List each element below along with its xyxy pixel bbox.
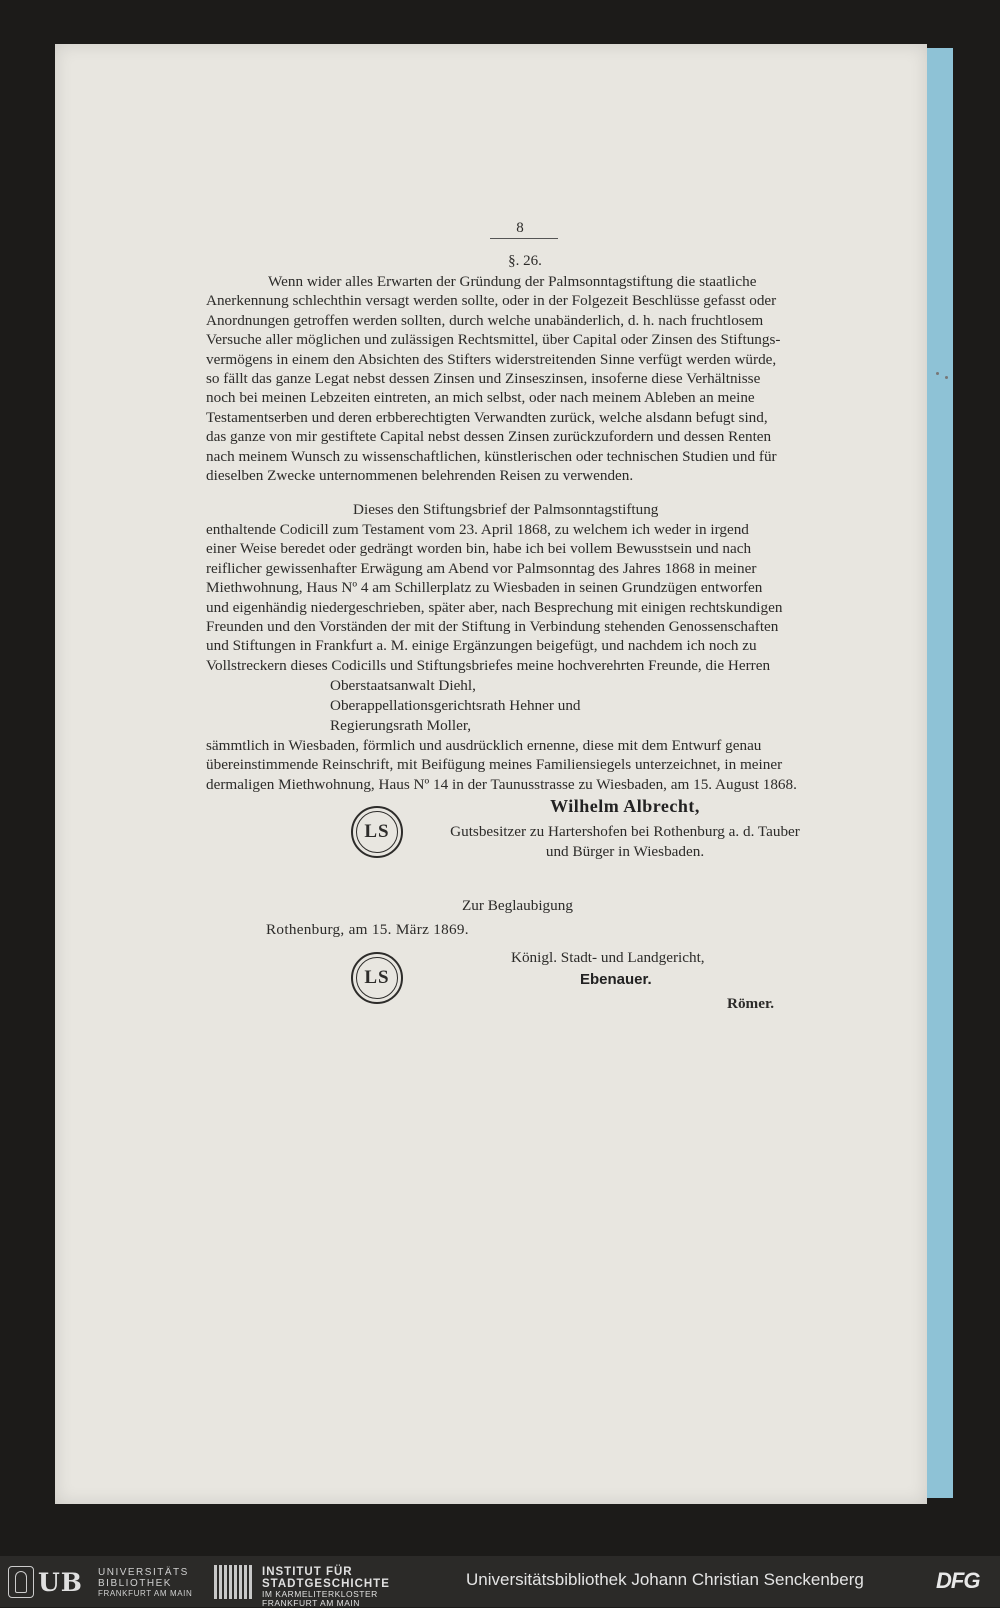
text-line: Versuche aller möglichen und zulässigen Rechtsmittel, über Capital oder Zinsen des Stiftungs-: [206, 331, 781, 349]
signer-name: Wilhelm Albrecht,: [550, 796, 700, 816]
text-line: einer Weise beredet oder gedrängt worden bin, habe ich bei vollem Bewusstsein und nach: [206, 540, 752, 558]
text-line: enthaltende Codicill zum Testament vom 23. April 1868, zu welchem ich weder in irgend: [206, 521, 749, 538]
paragraph-3: [206, 736, 830, 794]
text-line: und eigenhändig niedergeschrieben, später aber, nach Besprechung mit einigen rechtskundigen: [206, 598, 783, 616]
speck-mark: [936, 372, 939, 375]
text-line: Anordnungen getroffen werden sollten, durch welche unabänderlich, d. h. nach fruchtlosem: [206, 311, 764, 329]
certification-heading: Zur Beglaubigung: [462, 897, 573, 914]
text-line: Vollstreckern dieses Codicills und Stiftungsbriefes meine hochverehrten Freunde, die Herren: [206, 656, 771, 674]
senckenberg-portrait-icon: [8, 1566, 34, 1598]
text-line: nach meinem Wunsch zu wissenschaftlichen, künstlerischen oder technischen Studien und für: [206, 447, 777, 465]
page-number-rule: [490, 238, 558, 239]
ifs-line-4: FRANKFURT AM MAIN: [262, 1598, 360, 1608]
ifs-line-1: INSTITUT FÜR: [262, 1566, 353, 1578]
ub-text: [98, 1568, 192, 1600]
text-line: und Stiftungen in Frankfurt a. M. einige Ergänzungen beigefügt, und nachdem ich noch zu: [206, 637, 757, 655]
family-seal: [351, 806, 403, 858]
court-seal: [351, 952, 403, 1004]
speck-mark: [945, 376, 948, 379]
ub-line-1: UNIVERSITÄTS: [98, 1567, 189, 1578]
executor-2: Oberappellationsgerichtsrath Hehner und: [330, 697, 581, 714]
ub-letters: UB: [38, 1567, 83, 1597]
seal-label: LS: [364, 821, 390, 842]
paragraph-1: [206, 272, 830, 485]
paragraph-2: [206, 520, 830, 675]
ub-logo: [8, 1565, 92, 1599]
text-line: so fällt das ganze Legat nebst dessen Zinsen und Zinseszinsen, insoferne diese Verhältnisse: [206, 370, 761, 388]
text-line: Wenn wider alles Erwarten der Gründung der Palmsonntagstiftung die staatliche: [268, 273, 757, 290]
ub-line-2: BIBLIOTHEK: [98, 1577, 172, 1589]
text-line: Miethwohnung, Haus Nº 4 am Schillerplatz zu Wiesbaden in seinen Grundzügen entworfen: [206, 579, 763, 597]
text-line: Freunden und den Vorständen der mit der Stiftung in Verbindung stehenden Genossenschaften: [206, 618, 779, 636]
library-name: Universitätsbibliothek Johann Christian Senckenberg: [466, 1570, 864, 1589]
text-line: reiflicher gewissenhafter Erwägung am Abend vor Palmsonntag des Jahres 1868 in meiner: [206, 559, 757, 577]
signer-title-2: und Bürger in Wiesbaden.: [545, 843, 705, 860]
text-line: Anerkennung schlechthin versagt werden sollte, oder in der Folgezeit Beschlüsse gefasst oder: [206, 292, 777, 310]
page-number: 8: [516, 220, 524, 236]
text-line: Testamentserben und deren erbberechtigten Verwandten zurück, welche alsdann befugt sind,: [206, 408, 768, 426]
institute-text: [262, 1566, 390, 1608]
text-line: noch bei meinen Lebzeiten eintreten, an mich selbst, oder nach meinem Ableben an meine: [206, 389, 755, 407]
certification-place-date: Rothenburg, am 15. März 1869.: [266, 921, 469, 938]
footer-bar: [0, 1556, 1000, 1607]
page-edge-strip: [927, 48, 953, 1498]
ifs-line-2: STADTGESCHICHTE: [262, 1578, 390, 1590]
executor-1: Oberstaatsanwalt Diehl,: [330, 677, 476, 694]
text-line: übereinstimmende Reinschrift, mit Beifügung meines Familiensiegels unterzeichnet, in meiner: [206, 756, 783, 774]
official-ebenauer: Ebenauer.: [580, 971, 652, 988]
text-line: vermögens in einem den Absichten des Stifters widerstreitenden Sinne verfügt werden würde,: [206, 350, 777, 368]
dfg-logo: DFG: [936, 1568, 980, 1593]
court-name: Königl. Stadt- und Landgericht,: [511, 949, 705, 966]
text-line: dermaligen Miethwohnung, Haus Nº 14 in der Taunusstrasse zu Wiesbaden, am 15. August 1868.: [206, 775, 797, 793]
institute-columns-icon: [214, 1565, 254, 1599]
executor-3: Regierungsrath Moller,: [330, 717, 472, 734]
ub-line-3: FRANKFURT AM MAIN: [98, 1589, 193, 1598]
section-heading: §. 26.: [508, 253, 542, 269]
text-line: das ganze von mir gestiftete Capital nebst dessen Zinsen zurückzufordern und dessen Renten: [206, 428, 772, 446]
ifs-line-3: IM KARMELITERKLOSTER: [262, 1589, 378, 1599]
signer-title-1: Gutsbesitzer zu Hartershofen bei Rothenburg a. d. Tauber: [450, 823, 800, 840]
seal-label: LS: [364, 967, 390, 988]
text-line: dieselben Zwecke unternommenen belehrenden Reisen zu verwenden.: [206, 467, 634, 485]
official-roemer: Römer.: [727, 995, 775, 1012]
text-line: sämmtlich in Wiesbaden, förmlich und ausdrücklich ernenne, diese mit dem Entwurf genau: [206, 737, 762, 754]
codicil-heading: Dieses den Stiftungsbrief der Palmsonntagstiftung: [353, 501, 659, 518]
